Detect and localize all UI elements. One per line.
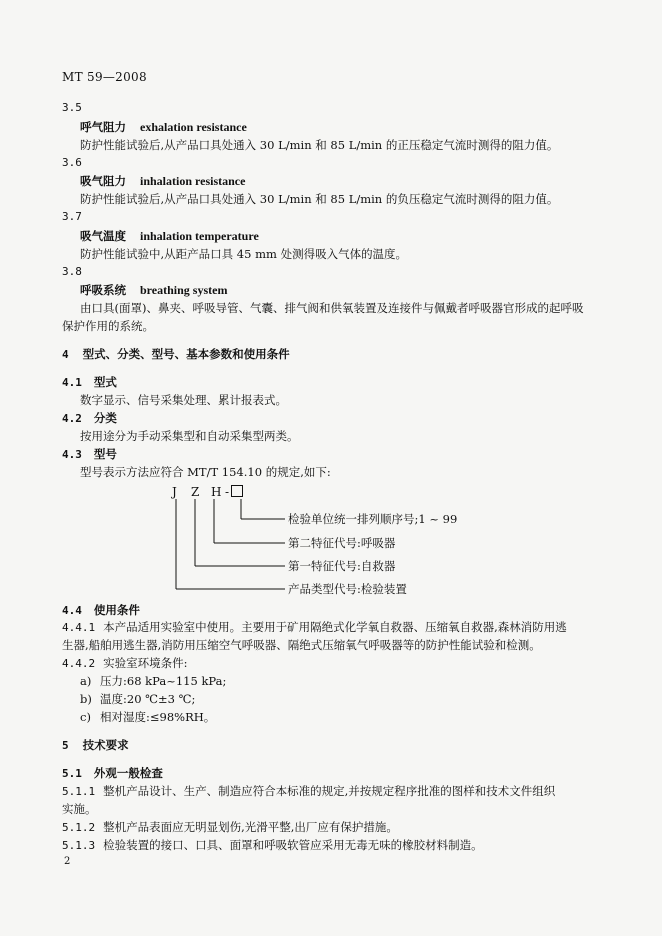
clause-number: 4.4 bbox=[62, 604, 82, 617]
clause-title: 外观一般检查 bbox=[93, 766, 163, 780]
paragraph bbox=[62, 655, 188, 672]
list-text: 压力:68 kPa~115 kPa; bbox=[100, 674, 227, 688]
clause-number: 5.1.1 bbox=[62, 785, 96, 798]
paragraph-text: 检验装置的接口、口具、面罩和呼吸软管应采用无毒无味的橡胶材料制造。 bbox=[103, 838, 483, 852]
term-definition: 由口具(面罩)、鼻夹、呼吸导管、气囊、排气阀和供氧装置及连接件与佩戴者呼吸器官形成的起呼吸 bbox=[80, 301, 584, 315]
clause-title: 使用条件 bbox=[93, 603, 140, 617]
clause-number: 4.1 bbox=[62, 376, 82, 389]
paragraph: 数字显示、信号采集处理、累计报表式。 bbox=[80, 393, 287, 407]
term-zh: 呼吸系统 bbox=[80, 283, 126, 297]
clause-number: 3.6 bbox=[62, 156, 82, 169]
subclause-heading bbox=[62, 602, 140, 619]
clause-number: 5.1 bbox=[62, 767, 82, 780]
page-number: 2 bbox=[64, 856, 71, 867]
model-code-char: H bbox=[211, 485, 222, 499]
clause-number: 4.4.1 bbox=[62, 621, 96, 634]
section-number: 4 bbox=[62, 348, 69, 361]
paragraph-continuation: 实施。 bbox=[62, 802, 97, 816]
paragraph bbox=[62, 619, 567, 636]
model-code-char: J bbox=[172, 485, 177, 499]
list-text: 温度:20 ℃±3 ℃; bbox=[100, 692, 196, 706]
list-item bbox=[80, 691, 195, 707]
clause-number: 3.8 bbox=[62, 265, 82, 278]
model-code-dash: - bbox=[225, 485, 230, 499]
term-definition: 保护作用的系统。 bbox=[62, 319, 154, 333]
clause-title: 型号 bbox=[93, 447, 117, 461]
paragraph-text: 整机产品设计、生产、制造应符合本标准的规定,并按规定程序批准的图样和技术文件组织 bbox=[103, 784, 556, 798]
model-label: 产品类型代号:检验装置 bbox=[288, 582, 407, 596]
clause-number: 3.5 bbox=[62, 101, 82, 114]
clause-title: 分类 bbox=[93, 411, 117, 425]
paragraph: 型号表示方法应符合 MT/T 154.10 的规定,如下: bbox=[80, 465, 331, 479]
term-zh: 呼气阻力 bbox=[80, 120, 126, 134]
model-code-char: Z bbox=[191, 485, 200, 499]
section-title: 型式、分类、型号、基本参数和使用条件 bbox=[82, 347, 290, 361]
term-en: exhalation resistance bbox=[140, 120, 247, 134]
section-heading bbox=[62, 737, 129, 754]
list-marker: c) bbox=[80, 710, 91, 724]
clause-number: 5.1.2 bbox=[62, 821, 96, 834]
section-title: 技术要求 bbox=[82, 738, 129, 752]
model-label: 第二特征代号:呼吸器 bbox=[288, 536, 396, 550]
paragraph bbox=[62, 819, 398, 836]
term-en: inhalation resistance bbox=[140, 174, 246, 188]
clause-title: 型式 bbox=[93, 375, 117, 389]
clause-number: 4.4.2 bbox=[62, 657, 96, 670]
term-definition: 防护性能试验后,从产品口具处通入 30 L/min 和 85 L/min 的负压稳定气流时测得的阻力值。 bbox=[80, 192, 559, 206]
list-text: 相对湿度:≤98%RH。 bbox=[100, 710, 216, 724]
clause-number: 5.1.3 bbox=[62, 839, 96, 852]
paragraph bbox=[62, 783, 555, 800]
paragraph-text: 整机产品表面应无明显划伤,光滑平整,出厂应有保护措施。 bbox=[103, 820, 398, 834]
clause-number: 4.2 bbox=[62, 412, 82, 425]
paragraph bbox=[62, 837, 483, 854]
list-item bbox=[80, 673, 226, 689]
clause-number: 3.7 bbox=[62, 210, 82, 223]
model-label: 检验单位统一排列顺序号;1 ~ 99 bbox=[288, 512, 458, 526]
model-label: 第一特征代号:自救器 bbox=[288, 559, 396, 573]
paragraph-text: 实验室环境条件: bbox=[103, 656, 188, 670]
term-definition: 防护性能试验中,从距产品口具 45 mm 处测得吸入气体的温度。 bbox=[80, 247, 408, 261]
section-number: 5 bbox=[62, 739, 69, 752]
paragraph: 按用途分为手动采集型和自动采集型两类。 bbox=[80, 429, 299, 443]
list-item bbox=[80, 709, 215, 725]
paragraph-continuation: 生器,船舶用逃生器,消防用压缩空气呼吸器、隔绝式压缩氧气呼吸器等的防护性能试验和检测。 bbox=[62, 638, 541, 652]
document-id: MT 59—2008 bbox=[62, 70, 147, 84]
paragraph-text: 本产品适用实验室中使用。主要用于矿用隔绝式化学氧自救器、压缩氧自救器,森林消防用逃 bbox=[103, 620, 567, 634]
term-en: breathing system bbox=[140, 283, 228, 297]
list-marker: b) bbox=[80, 692, 92, 706]
term-en: inhalation temperature bbox=[140, 229, 259, 243]
term-zh: 吸气温度 bbox=[80, 229, 126, 243]
subclause-heading bbox=[62, 765, 163, 782]
list-marker: a) bbox=[80, 674, 92, 688]
term-definition: 防护性能试验后,从产品口具处通入 30 L/min 和 85 L/min 的正压稳定气流时测得的阻力值。 bbox=[80, 138, 559, 152]
term-zh: 吸气阻力 bbox=[80, 174, 126, 188]
clause-number: 4.3 bbox=[62, 448, 82, 461]
